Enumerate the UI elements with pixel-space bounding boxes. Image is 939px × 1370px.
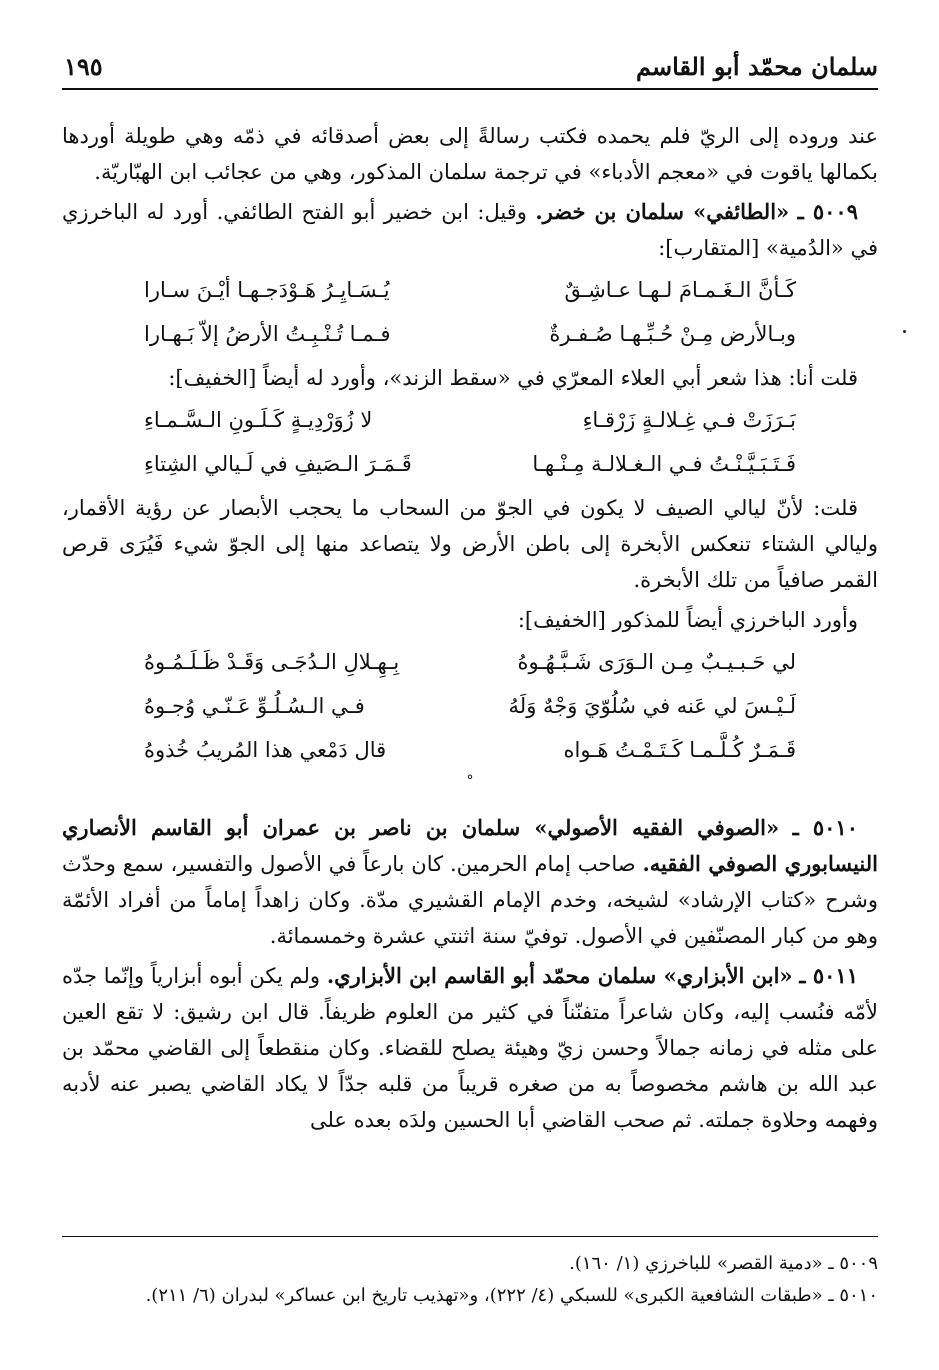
verse-line <box>62 398 878 442</box>
footnote: ٥٠١٠ ـ «طبقات الشافعية الكبرى» للسبكي (٤/ ٢٢٢)، و«تهذيب تاريخ ابن عساكر» لبدران (٦/ ٢١١). <box>145 1285 878 1306</box>
entry-5010 <box>62 810 878 954</box>
verse-block <box>62 398 878 486</box>
verse-second-hemistich: فـمـا تُـنْـبِـتُ الأرضُ إلاّ بَـهـارا <box>144 322 391 346</box>
verse-first-hemistich: كَـأنَّ الـغَـمـامَ لـهـا عـاشِـقٌ <box>564 278 796 302</box>
verse-line <box>62 268 878 312</box>
verse-second-hemistich: فـي الـسُـلُـوِّ عَـنّـي وُجـوهُ <box>144 694 365 718</box>
verse-block <box>62 640 878 790</box>
verse-block <box>62 268 878 356</box>
verse-first-hemistich: لَـيْـسَ لي عَنه في سُلُوّيَ وَجْهٌ وَلَهُ <box>508 694 796 718</box>
verse-line <box>62 312 878 356</box>
verse-second-hemistich: قَـمَـرَ الـصَيفِ في لَـيالي الشِتاءِ <box>144 452 412 476</box>
footnotes <box>62 1248 878 1312</box>
verse-second-hemistich: بِـهِـلالِ الـدُجَـى وَقَـدْ ظَـلَـمُـوهُ <box>144 650 400 674</box>
paragraph: قلت أنا: هذا شعر أبي العلاء المعرّي في «سقط الزند»، وأورد له أيضاً [الخفيف]: <box>168 366 858 390</box>
entry-number: ٥٠٠٩ ـ <box>797 199 858 224</box>
verse-second-hemistich: قال دَمْعي هذا المُريبُ خُذوهُ <box>144 738 387 762</box>
margin-mark <box>903 330 906 333</box>
entry-name: «الطائفي» سلمان بن خضر. <box>535 199 790 224</box>
verse-first-hemistich: بَـرَزَتْ فـي غِـلالـةٍ زَرْقـاءِ <box>582 408 796 432</box>
entry-text: صاحب إمام الحرمين. كان بارعاً في الأصول والتفسير، سمع وحدّث وشرح «كتاب الإرشاد» لشيخه، وخدم الإمام القشيري مدّة. وكان زاهداً إماماً من أفراد الأئمّة وهو من كبار المصنّفين في الأصول. توفيّ سنة اثنتي عشرة وخمسمائة. <box>62 852 878 948</box>
entry-5011 <box>62 958 878 1138</box>
verse-second-hemistich: يُـسَـايِـرُ هَـوْدَجـهـا أيْـنَ سـارا <box>144 278 390 302</box>
page-number: ١٩٥ <box>64 52 103 81</box>
main-text <box>62 118 878 1138</box>
verse-first-hemistich: قَـمَـرٌ كُـلَّـمـا كَـتَـمْـتُ هَـواه <box>563 738 796 762</box>
entry-text: ولم يكن أبوه أبزارياً وإنّما جدّه لأمّه فنُسب إليه، وكان شاعراً متفنّناً في كثير من العلوم ظريفاً. قال ابن رشيق: لا تقع العين على مثله في زمانه جمالاً وحسن زيّ وهيئة يصلح للقضاء. وكان منقطعاً إلى القاضي محمّد بن عبد الله بن هاشم مخصوصاً به من صغره قريباً من قلبه جدّاً لا يكاد القاضي يصبر عنه لأدبه وفهمه وحلاوة جملته. ثم صحب القاضي أبا الحسين ولدَه بعده على <box>62 964 878 1132</box>
verse-end-mark: ° <box>466 773 474 789</box>
running-head: سلمان محمّد أبو القاسم <box>635 52 878 81</box>
verse-line <box>62 728 878 772</box>
paragraph: قلت: لأنّ ليالي الصيف لا يكون في الجوّ من السحاب ما يحجب الأبصار عن رؤية الأقمار، وليالي الشتاء تنعكس الأبخرة إلى باطن الأرض ولا يتصاعد منها إلى الجوّ شيء فَيُرَى قرص القمر صافياً من تلك الأبخرة. <box>62 496 878 592</box>
entry-number: ٥٠١٠ ـ <box>792 815 858 840</box>
entry-name: «الصوفي الفقيه الأصولي» سلمان بن ناصر بن عمران أبو القاسم الأنصاري النيسابوري الصوفي الفقيه. <box>62 815 878 876</box>
entry-number: ٥٠١١ ـ <box>799 963 858 988</box>
page-header <box>62 48 878 90</box>
footnote-divider <box>62 1236 878 1237</box>
footnote: ٥٠٠٩ ـ «دمية القصر» للباخرزي (١/ ١٦٠). <box>569 1253 878 1274</box>
paragraph: عند وروده إلى الريّ فلم يحمده فكتب رسالةً إلى بعض أصدقائه في ذمّه وهي طويلة أوردها بكمالها ياقوت في «معجم الأدباء» في ترجمة سلمان المذكور، وهي من عجائب ابن الهبّاريّة. <box>62 124 878 184</box>
verse-line <box>62 684 878 728</box>
entry-5009 <box>62 194 878 266</box>
verse-first-hemistich: لي حَـبـيـبٌ مِـن الـوَرَى شَـبَّـهُـوهُ <box>517 650 796 674</box>
verse-line <box>62 442 878 486</box>
paragraph: وأورد الباخرزي أيضاً للمذكور [الخفيف]: <box>517 608 858 632</box>
verse-second-hemistich: لا زُوَرْدِيـةٍ كَـلَـونِ الـسَّـمـاءِ <box>144 408 373 432</box>
verse-first-hemistich: فَـتَـبَـيَّـنْـتُ فـي الـغـلالـة مِـنْـهـا <box>532 452 796 476</box>
verse-first-hemistich: وبـالأرض مِـنْ حُـبِّـهـا صُـفـرةٌ <box>549 322 796 346</box>
verse-line <box>62 640 878 684</box>
entry-name: «ابن الأبزاري» سلمان محمّد أبو القاسم ابن الأبزاري. <box>326 963 793 988</box>
entry-text: وقيل: ابن خضير أبو الفتح الطائفي. أورد له الباخرزي في «الدُمية» [المتقارب]: <box>62 200 878 260</box>
